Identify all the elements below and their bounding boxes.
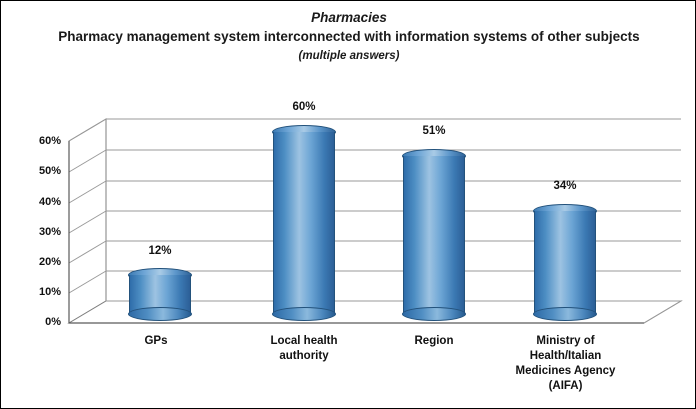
x-category-label-gps <box>101 334 211 349</box>
x-category-line: authority <box>279 350 329 362</box>
x-category-line: Region <box>414 335 454 347</box>
bar-region[interactable] <box>403 149 465 314</box>
x-category-line: Health/Italian <box>529 350 602 362</box>
bar-bottom-region <box>402 307 466 321</box>
bar-gps[interactable] <box>129 268 191 314</box>
x-category-line: Local health <box>270 335 338 347</box>
y-tick-label-0: 0% <box>45 316 61 328</box>
x-category-line: Ministry of <box>536 335 595 347</box>
chart-title: Pharmacies <box>311 10 387 25</box>
y-tick-label-5: 50% <box>38 165 61 177</box>
bar-body-ministry-aifa <box>534 211 596 314</box>
bar-body-region <box>403 156 465 314</box>
x-category-line: Medicines Agency <box>515 365 616 377</box>
x-category-line: GPs <box>144 335 168 347</box>
bar-value-region: 51% <box>422 125 446 137</box>
bar-value-local-health-authority: 60% <box>292 101 316 113</box>
bar-bottom-gps <box>128 307 192 321</box>
bar-value-gps: 12% <box>148 245 172 257</box>
chart-note: (multiple answers) <box>298 50 400 62</box>
bar-ministry-aifa[interactable] <box>534 204 596 314</box>
x-category-label-region <box>379 334 489 349</box>
x-category-label-local-health-authority <box>244 334 364 364</box>
bar-body-local-health-authority <box>273 132 335 314</box>
bar-bottom-ministry-aifa <box>533 307 597 321</box>
y-tick-label-6: 60% <box>38 135 61 147</box>
y-tick-label-3: 30% <box>38 226 61 238</box>
bar-local-health-authority[interactable] <box>273 125 335 314</box>
y-tick-label-4: 40% <box>38 196 61 208</box>
plot-area <box>1 1 696 409</box>
x-category-line: (AIFA) <box>548 380 583 392</box>
y-tick-label-1: 10% <box>38 286 61 298</box>
y-tick-label-2: 20% <box>38 256 61 268</box>
chart-subtitle: Pharmacy management system interconnected with information systems of other subjects <box>58 29 640 44</box>
bar-bottom-local-health-authority <box>272 307 336 321</box>
x-category-label-ministry-aifa <box>498 334 633 394</box>
bar-value-ministry-aifa: 34% <box>553 180 577 192</box>
